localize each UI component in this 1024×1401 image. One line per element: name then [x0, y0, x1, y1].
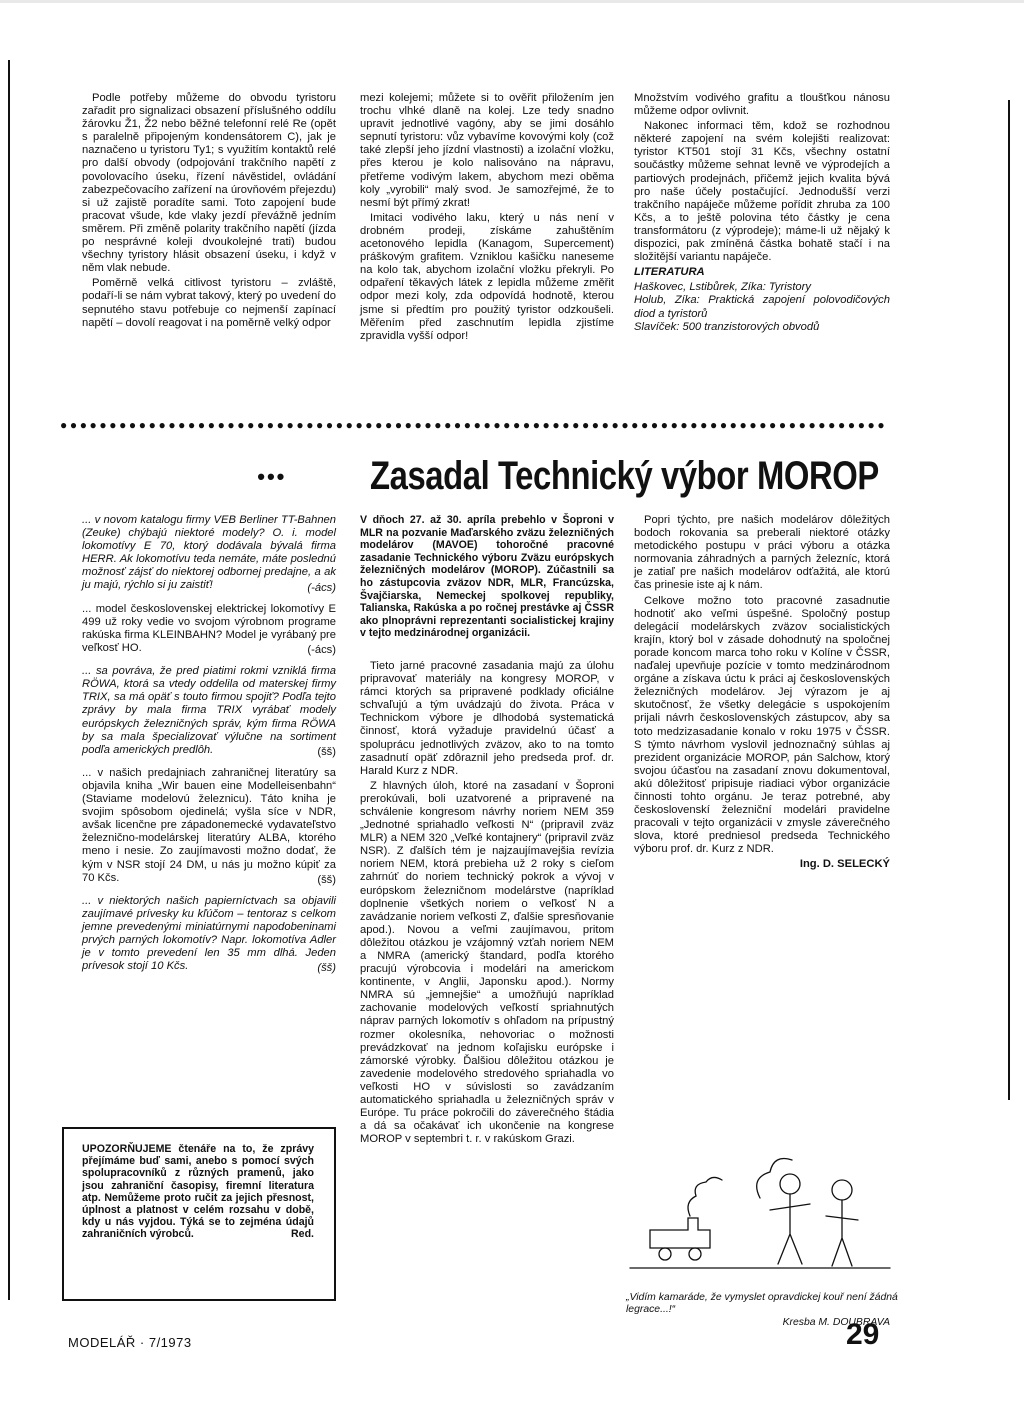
page-number: 29: [846, 1318, 880, 1351]
cartoon-drawing: [630, 1159, 890, 1269]
right-margin-rule: [1008, 100, 1010, 1100]
top-article-column-2: [360, 92, 614, 345]
figure-body: [770, 1194, 810, 1264]
morop-c2-para-1: Popri týchto, pre našich modelárov dôležitých bodoch rokovania sa preberali niektoré otázky metodického postupu v práci výboru a otázka normovania záhradných a parných železníc, ktorá je zatiaľ pre našich modelárov odťažitá, ale ktorú čas prinesie iste aj k nám.: [634, 514, 890, 592]
editorial-notice-text: [82, 1143, 314, 1241]
morop-lead: V dňoch 27. až 30. apríla prebehlo v Šoproni v MLR na pozvanie Maďarského zväzu železničných modelárov (MAVOE) tohoročné pracovné zasadanie Technického výboru Zväzu európskych železničných modelárov (MOROP). Zúčastnili sa ho zástupcovia zväzov NDR, MLR, Francúzska, Švajčiarska, Nemeckej spolkovej republiky, Talianska, Rakúska a po ročnej prestávke aj ČSSR ako plnoprávni reprezentanti socialistickej krajiny v tejto medzinárodnej organizácii.: [360, 514, 614, 640]
cartoon-caption: „Vidím kamaráde, že vymyslet opravdickej kouř není žádná legrace...!“: [626, 1292, 898, 1316]
cartoon-credit: Kresba M. DOUBRAVA: [782, 1316, 890, 1328]
figure-body: [826, 1200, 858, 1266]
locomotive-body: [650, 1218, 710, 1248]
notice-sign: Red.: [291, 1228, 314, 1241]
morop-column-2: [634, 514, 890, 874]
morop-c1-para-2: Z hlavných úloh, ktoré na zasadaní v Šoproni prerokúvali, boli uzatvorené a pripravené na schválenie kongresom návrhy noriem NEM 359 „Jednotné spriahadlo veľkosti N“ (pripravil zväz MLR) a NEM 320 „Veľké kontajnery“ (pripravil zväz NSR). Z ďalších tém je najzaujímavejšia revízia noriem NEM, ktorá prebieha už 2 roky s cieľom zahrnúť do noriem technický pokrok a vývoj v európskom železničnom modelárstve (napríklad doplnenie všetkých noriem o veľkosť N a zavádzanie noriem veľkosti Z, ďalšie spresňovanie apod.). Novou a veľmi zaujímavou, pritom dôležitou otázkou je vzájomný vzťah noriem NEM a NMRA (americký štandard, podľa ktorého pracujú výrobcovia i modelári na americkom kontinente, v Anglii, Japonsku apod.). Normy NMRA sú „jemnejšie“ a umožňujú napríklad zachovanie modelových veľkostí spriahnutých náprav parných lokomotív s ohľadom na prípustný rozmer okolesníka, nehovoriac o možnosti prevádzkovať na jednom koľajisku európske i zámorské výrobky. Ďalšiou dôležitou otázkou je zavedenie modelového stredového spriahadla vo veľkosti HO v súvislosti so zavádzaním automatického spriahadla u železničných správ v Európe. Tu práce pokročili do záverečného štádia a dá sa očakávať ich ukončenie na kongrese MOROP v septembri t. r. v rakúskom Grazi.: [360, 779, 614, 1146]
figure-head: [832, 1180, 852, 1200]
figure-head: [780, 1174, 800, 1194]
news-item-3-text: ... sa povráva, že pred piatimi rokmi vzniklá firma RÖWA, ktorá sa vtedy oddelila od materskej firmy TRIX, sa má opäť s touto firmou spojiť? Podľa tejto zprávy by mala firma TRIX vyrábať modely európskych železničných správ, kým firma RÖWA by sa mala špecializovať výlučne na sortiment podľa amerických predlôh.: [82, 665, 336, 756]
news-item-3-sign: (šš): [317, 745, 336, 758]
smoke-puff: [757, 1159, 792, 1199]
wheel-icon: [689, 1248, 701, 1260]
smoke-puff: [688, 1177, 722, 1216]
literature-item-3: Slavíček: 500 tranzistorových obvodů: [634, 320, 820, 333]
top-article-column-3: [634, 92, 890, 334]
notice-body: UPOZORŇUJEME čtenáře na to, že zprávy přejímáme buď sami, anebo s pomocí svých spolupracovníků z různých pramenů, jako jsou zahraniční časopisy, firemní literatura atp. Nemůžeme proto ručit za jejich přesnost, úplnost a platnost v celém rozsahu v době, kdy u nás vyjdou. Týká se to zejména údajů zahraničních výrobců.: [82, 1143, 314, 1241]
top-c1-para-2: Poměrně velká citlivost tyristoru – zvláště, podaří-li se nám vybrat takový, který po uvedení do sepnutého stavu potřebuje co nejmenší zapínací napětí – dovolí reagovat i na poměrně velký odpor: [82, 277, 336, 329]
top-c3-para-1: Množstvím vodivého grafitu a tloušťkou nánosu můžeme odpor ovlivnit.: [634, 92, 890, 118]
news-column: [82, 514, 336, 977]
literature-item-1: Haškovec, Lstibůrek, Zíka: Tyristory: [634, 281, 811, 294]
news-item-5-text: ... v niektorých našich papierníctvach sa objavili zaujímavé prívesky ku kľúčom – tentoraz s celkom jemne prevedenými miniatúrnymi napodobeninami prvých parných lokomotív? Napr. lokomotíva Adler je v tomto prevedení len 35 mm dlhá. Jeden prívesok stojí 10 Kčs.: [82, 894, 336, 973]
headline-dots: •••: [257, 464, 287, 489]
literature-item-2: Holub, Zíka: Praktická zapojení polovodičových diod a tyristorů: [634, 294, 890, 320]
news-item-4-sign: (šš): [317, 873, 336, 886]
morop-column-1: [360, 514, 614, 1148]
morop-c1-para-1: Tieto jarné pracovné zasadania majú za úlohu pripravovať materiály na kongresy MOROP, v rámci ktorých sa pripravené podklady oficiálne schvaľujú a tým uvádzajú do života. Práca v Technickom výbore je dlhodobá systematická činnosť, ktorá vyžaduje pravidelnú účasť a spoluprácu jednotlivých zväzov, ako to na tomto zasadnutí opäť zdôraznil jeho predseda prof. dr. Harald Kurz z NDR.: [360, 659, 614, 777]
news-item-4: [82, 767, 336, 885]
top-c2-para-1: mezi kolejemi; můžete si to ověřit přiložením jen trochu vlhké dlaně na kolej. Lze tedy snadno upravit jednotlivé vagóny, aby se jimi dosáhlo sepnutí tyristoru: vůz vybavíme kovovými koly (což také zlepší jeho jízdní vlastnosti) a izolační vložku, přes kterou je kolo nalisováno na nápravu, přetřeme vodivým lakem, abychom mezi oběma koly „vyrobili“ malý svod. Je samozřejmé, že to nesmí být přímý zkrat!: [360, 92, 614, 209]
news-item-1-sign: (-ács): [307, 581, 336, 594]
top-c1-para-1: Podle potřeby můžeme do obvodu tyristoru zařadit pro signalizaci obsazení příslušného oddílu žárovku Ž1, Ž2 nebo běžné telefonní relé Re (opět s paralelně připojeným kondensátorem C), jak je naznačeno u tyristoru Ty1; s využitím kontaktů relé pro další obvody (odpojování trakčního napětí z povolovacího úseku, řízení návěstidel, ovládání zabezpečovacího zařízení na úrovňovém přejezdu) si už zajistě poradíte sami. Toto zapojení bude pracovat všude, kde vlaky jezdí převážně jedním směrem. Při změně polarity trakčního napětí (jízda po nesprávné koleji dvoukolejné trati) budou všechny tyristory hlásit obsazení úseku, i když v něm vlak nebude.: [82, 92, 336, 275]
headline-title: Zasadal Technický výbor MOROP: [370, 454, 879, 498]
morop-c2-para-2: Celkove možno toto pracovné zasadnutie hodnotiť ako veľmi úspešné. Spoločný postup delegácií modelárskych zväzov socialistických krajín, ktorý bol v zásade dohodnutý na spoločnej porade koncom marca toho roku v Kolíne v ČSSR, naďalej upevňuje pozície v tomto medzinárodnom orgáne a získava úctu k práci aj československých železničných modelárov. Jej výrazom je aj skutočnosť, že všetky delegácie s uspokojením prijali návrh československých zástupcov, aby sa toto medzizasadanie konalo v roku 1975 v ČSSR. S týmto návrhom vyslovil jednoznačný súhlas aj prezident organizácie MOROP, pán Salchow, ktorý svojou účasťou na zasadaní znovu dokumentoval, akú dôležitosť pripisuje riadiaci výbor organizácie činnosti tohto orgánu. Je teraz potrebné, aby československí železniční modelári pravidelne pracovali v tejto organizácii v zmysle záverečného slova, ktoré predniesol predseda Technického výboru prof. dr. Kurz z NDR.: [634, 594, 890, 856]
cartoon-illustration: [620, 1138, 900, 1288]
news-item-2-text: ... model československej elektrickej lokomotívy E 499 už roky vedie vo svojom výrobnom programe rakúska firma KLEINBAHN? Model je vyrábaný pre veľkosť HO.: [82, 602, 336, 654]
top-article-column-1: [82, 92, 336, 332]
news-item-2-sign: (-ács): [307, 644, 336, 657]
cartoon-caption-block: [626, 1292, 926, 1329]
separator-dots: ●●●●●●●●●●●●●●●●●●●●●●●●●●●●●●●●●●●●●●●●●●●●●●●●●●●●●●●●●●●●●●●●●●●●●●●●●●●●●●●●●●●●: [60, 419, 888, 431]
top-c3-para-2: Nakonec informaci těm, kdož se rozhodnou některé zapojení na svém kolejišti realizovat: tyristor KT501 stojí 31 Kčs, všechny ostatní součástky můžeme sehnat levně ve výprodejích a partiových prodejnách, přičemž jejich kvalita bývá pro naše účely postačující. Jednodušší verzi trakčního napáječe můžeme pořídit zhruba za 100 Kčs, a to ještě polovina této částky je cena transformátoru (z výprodeje); máme-li už nějaký k dispozici, pak zmíněná částka bohatě stačí i na složitější variantu napáječe.: [634, 120, 890, 264]
left-margin-rule: [8, 60, 10, 1300]
wheel-icon: [659, 1248, 671, 1260]
footer-publication: MODELÁŘ · 7/1973: [68, 1335, 192, 1350]
top-c2-para-2: Imitaci vodivého laku, který u nás není v drobném prodeji, získáme zahuštěním acetonového lepidla (Kanagom, Supercement) práškovým grafitem. Vzniklou kašičku naneseme na kolo tak, abychom izolační vložku překryli. Po odpaření těkavých látek z lepidla můžeme změřit odpor mezi koly, zda odpovídá hodnotě, kterou jsme si předtím pro použitý tyristor odzkoušeli. Měřením před zaschnutím lepidla zjistíme zpravidla vyšší odpor!: [360, 211, 614, 342]
news-item-1-text: ... v novom katalogu firmy VEB Berliner TT-Bahnen (Zeuke) chýbajú niektoré modely? O. i. model lokomotívy E 70, ktorý dodávala bývalá firma HERR. Ak lokomotívu teda nemáte, máte poslednú možnosť zájsť do niektorej odbornej predajne, a ak ju majú, rýchlo si ju zaistiť!: [82, 514, 336, 592]
scan-edge: [0, 0, 1024, 3]
news-item-5-sign: (šš): [317, 962, 336, 975]
news-item-3: [82, 665, 336, 757]
editorial-notice-box: [62, 1127, 336, 1301]
news-item-4-text: ... v našich predajniach zahraničnej literatúry sa objavila kniha „Wir bauen eine Modelleisenbahn“ (Staviame modelovú železnicu). Táto kniha je svojim spôsobom ojedinelá; vyšla síce v NDR, avšak licenčne pre západonemecké vydavateľstvo železnično-modelárskej literatúry ALBA, ktorého meno i nesie. Zo zaujímavosti možno dodať, že kým v NSR stojí 24 DM, u nás ju možno kúpiť za 70 Kčs.: [82, 766, 336, 884]
morop-signature: Ing. D. SELECKÝ: [799, 858, 890, 871]
literature-title: LITERATURA: [634, 266, 705, 279]
